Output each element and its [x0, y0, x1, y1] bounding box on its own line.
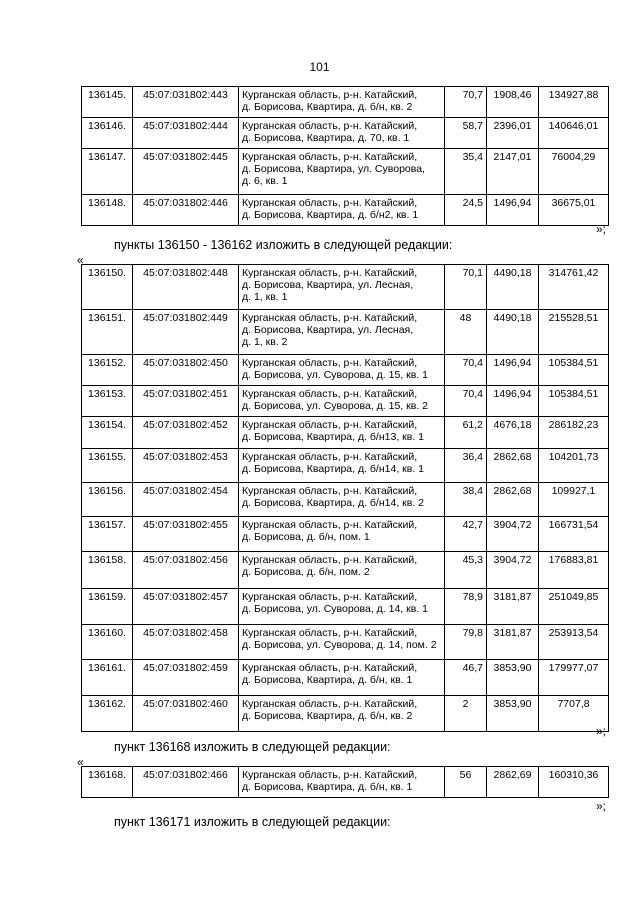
- address-line: Курганская область, р-н. Катайский,: [242, 662, 418, 674]
- unit-value-cell: 3181,87: [487, 589, 539, 625]
- table-row: [82, 118, 609, 149]
- item-number-cell: 136162.: [82, 696, 133, 732]
- address-cell: [239, 449, 445, 483]
- total-value-cell: 314761,42: [539, 265, 609, 310]
- address-line: д. 1, кв. 2: [242, 336, 288, 348]
- area-cell: 24,5: [445, 195, 487, 226]
- item-number-cell: 136146.: [82, 118, 133, 149]
- table-row: [82, 552, 609, 589]
- cadastral-number-cell: 45:07:031802:446: [133, 195, 239, 226]
- cadastral-number-cell: 45:07:031802:444: [133, 118, 239, 149]
- address-line: д. Борисова, ул. Суворова, д. 15, кв. 2: [242, 400, 428, 412]
- address-line: д. Борисова, д. б/н, пом. 2: [242, 566, 370, 578]
- table-row: [82, 149, 609, 195]
- address-cell: [239, 517, 445, 552]
- address-line: д. 6, кв. 1: [242, 175, 288, 187]
- address-cell: [239, 660, 445, 696]
- area-cell: 70,4: [445, 386, 487, 417]
- table-row: [82, 310, 609, 355]
- address-cell: [239, 265, 445, 310]
- item-number-cell: 136161.: [82, 660, 133, 696]
- item-number-cell: 136150.: [82, 265, 133, 310]
- address-cell: [239, 310, 445, 355]
- item-number-cell: 136158.: [82, 552, 133, 589]
- total-value-cell: 104201,73: [539, 449, 609, 483]
- address-cell: [239, 552, 445, 589]
- cadastral-number-cell: 45:07:031802:443: [133, 87, 239, 118]
- registry-table-2: [81, 264, 609, 732]
- unit-value-cell: 2862,68: [487, 483, 539, 517]
- item-number-cell: 136153.: [82, 386, 133, 417]
- cadastral-number-cell: 45:07:031802:453: [133, 449, 239, 483]
- unit-value-cell: 2862,68: [487, 449, 539, 483]
- address-line: Курганская область, р-н. Катайский,: [242, 312, 418, 324]
- cadastral-number-cell: 45:07:031802:458: [133, 625, 239, 660]
- cadastral-number-cell: 45:07:031802:455: [133, 517, 239, 552]
- address-line: Курганская область, р-н. Катайский,: [242, 197, 418, 209]
- item-number-cell: 136145.: [82, 87, 133, 118]
- item-number-cell: 136160.: [82, 625, 133, 660]
- total-value-cell: 176883,81: [539, 552, 609, 589]
- item-number-cell: 136152.: [82, 355, 133, 386]
- address-line: д. Борисова, Квартира, ул. Лесная,: [242, 324, 414, 336]
- address-cell: [239, 355, 445, 386]
- address-line: Курганская область, р-н. Катайский,: [242, 151, 418, 163]
- registry-table-3: [81, 766, 609, 798]
- address-cell: [239, 625, 445, 660]
- registry-table-1: [81, 86, 609, 226]
- area-cell: 70,4: [445, 355, 487, 386]
- address-line: д. Борисова, д. б/н, пом. 1: [242, 531, 370, 543]
- instruction-item-136171: пункт 136171 изложить в следующей редакции:: [114, 815, 391, 829]
- item-number-cell: 136157.: [82, 517, 133, 552]
- closing-quote-1: »;: [596, 222, 607, 236]
- total-value-cell: 160310,36: [539, 767, 609, 798]
- unit-value-cell: 2862,69: [487, 767, 539, 798]
- item-number-cell: 136156.: [82, 483, 133, 517]
- cadastral-number-cell: 45:07:031802:445: [133, 149, 239, 195]
- area-cell: 70,7: [445, 87, 487, 118]
- address-line: д. Борисова, ул. Суворова, д. 14, пом. 2: [242, 639, 437, 651]
- unit-value-cell: 3853,90: [487, 660, 539, 696]
- item-number-cell: 136147.: [82, 149, 133, 195]
- cadastral-number-cell: 45:07:031802:454: [133, 483, 239, 517]
- address-line: Курганская область, р-н. Катайский,: [242, 388, 418, 400]
- area-cell: 79,8: [445, 625, 487, 660]
- table-row: [82, 589, 609, 625]
- table-row: [82, 265, 609, 310]
- cadastral-number-cell: 45:07:031802:460: [133, 696, 239, 732]
- address-line: Курганская область, р-н. Катайский,: [242, 698, 418, 710]
- address-line: Курганская область, р-н. Катайский,: [242, 485, 418, 497]
- total-value-cell: 134927,88: [539, 87, 609, 118]
- address-line: Курганская область, р-н. Катайский,: [242, 451, 418, 463]
- total-value-cell: 215528,51: [539, 310, 609, 355]
- address-line: д. Борисова, Квартира, д. б/н, кв. 1: [242, 674, 413, 686]
- table-row: [82, 625, 609, 660]
- area-cell: 2: [445, 696, 487, 732]
- cadastral-number-cell: 45:07:031802:451: [133, 386, 239, 417]
- address-line: д. Борисова, Квартира, д. б/н, кв. 1: [242, 781, 413, 793]
- address-line: д. Борисова, Квартира, д. б/н14, кв. 1: [242, 463, 425, 475]
- address-line: д. Борисова, Квартира, д. б/н, кв. 2: [242, 101, 413, 113]
- area-cell: 36,4: [445, 449, 487, 483]
- unit-value-cell: 3853,90: [487, 696, 539, 732]
- closing-quote-3: »;: [596, 799, 607, 813]
- area-cell: 42,7: [445, 517, 487, 552]
- table-row: [82, 767, 609, 798]
- unit-value-cell: 1496,94: [487, 386, 539, 417]
- cadastral-number-cell: 45:07:031802:449: [133, 310, 239, 355]
- opening-quote-2: «: [77, 253, 84, 267]
- total-value-cell: 105384,51: [539, 386, 609, 417]
- unit-value-cell: 1496,94: [487, 355, 539, 386]
- total-value-cell: 109927,1: [539, 483, 609, 517]
- total-value-cell: 253913,54: [539, 625, 609, 660]
- address-line: Курганская область, р-н. Катайский,: [242, 627, 418, 639]
- item-number-cell: 136151.: [82, 310, 133, 355]
- address-line: Курганская область, р-н. Катайский,: [242, 267, 418, 279]
- total-value-cell: 286182,23: [539, 417, 609, 449]
- table-row: [82, 386, 609, 417]
- area-cell: 78,9: [445, 589, 487, 625]
- address-line: д. Борисова, Квартира, д. б/н2, кв. 1: [242, 209, 419, 221]
- address-cell: [239, 696, 445, 732]
- area-cell: 58,7: [445, 118, 487, 149]
- total-value-cell: 179977,07: [539, 660, 609, 696]
- cadastral-number-cell: 45:07:031802:450: [133, 355, 239, 386]
- address-cell: [239, 118, 445, 149]
- address-cell: [239, 87, 445, 118]
- address-line: Курганская область, р-н. Катайский,: [242, 357, 418, 369]
- cadastral-number-cell: 45:07:031802:466: [133, 767, 239, 798]
- unit-value-cell: 4676,18: [487, 417, 539, 449]
- address-cell: [239, 589, 445, 625]
- unit-value-cell: 4490,18: [487, 265, 539, 310]
- address-line: Курганская область, р-н. Катайский,: [242, 519, 418, 531]
- item-number-cell: 136155.: [82, 449, 133, 483]
- unit-value-cell: 2396,01: [487, 118, 539, 149]
- address-cell: [239, 386, 445, 417]
- address-line: д. Борисова, Квартира, д. б/н, кв. 2: [242, 710, 413, 722]
- address-line: Курганская область, р-н. Катайский,: [242, 120, 418, 132]
- address-line: д. Борисова, ул. Суворова, д. 15, кв. 1: [242, 369, 428, 381]
- address-line: Курганская область, р-н. Катайский,: [242, 591, 418, 603]
- address-line: д. Борисова, ул. Суворова, д. 14, кв. 1: [242, 603, 428, 615]
- item-number-cell: 136168.: [82, 767, 133, 798]
- address-line: д. Борисова, Квартира, д. 70, кв. 1: [242, 132, 410, 144]
- area-cell: 70,1: [445, 265, 487, 310]
- total-value-cell: 7707,8: [539, 696, 609, 732]
- opening-quote-3: «: [77, 755, 84, 769]
- table-row: [82, 195, 609, 226]
- page-number: 101: [309, 60, 330, 74]
- total-value-cell: 76004,29: [539, 149, 609, 195]
- unit-value-cell: 1496,94: [487, 195, 539, 226]
- unit-value-cell: 4490,18: [487, 310, 539, 355]
- cadastral-number-cell: 45:07:031802:456: [133, 552, 239, 589]
- total-value-cell: 140646,01: [539, 118, 609, 149]
- unit-value-cell: 2147,01: [487, 149, 539, 195]
- total-value-cell: 36675,01: [539, 195, 609, 226]
- unit-value-cell: 3181,87: [487, 625, 539, 660]
- address-line: Курганская область, р-н. Катайский,: [242, 554, 418, 566]
- address-line: Курганская область, р-н. Катайский,: [242, 89, 418, 101]
- area-cell: 35,4: [445, 149, 487, 195]
- address-line: д. Борисова, Квартира, ул. Лесная,: [242, 279, 414, 291]
- table-row: [82, 696, 609, 732]
- total-value-cell: 166731,54: [539, 517, 609, 552]
- total-value-cell: 251049,85: [539, 589, 609, 625]
- area-cell: 38,4: [445, 483, 487, 517]
- table-row: [82, 355, 609, 386]
- area-cell: 48: [445, 310, 487, 355]
- cadastral-number-cell: 45:07:031802:459: [133, 660, 239, 696]
- address-line: д. 1, кв. 1: [242, 291, 288, 303]
- table-row: [82, 517, 609, 552]
- address-cell: [239, 483, 445, 517]
- address-cell: [239, 417, 445, 449]
- address-line: д. Борисова, Квартира, д. б/н13, кв. 1: [242, 431, 425, 443]
- area-cell: 45,3: [445, 552, 487, 589]
- address-line: д. Борисова, Квартира, д. б/н14, кв. 2: [242, 497, 425, 509]
- area-cell: 61,2: [445, 417, 487, 449]
- address-cell: [239, 149, 445, 195]
- total-value-cell: 105384,51: [539, 355, 609, 386]
- item-number-cell: 136159.: [82, 589, 133, 625]
- address-line: Курганская область, р-н. Катайский,: [242, 769, 418, 781]
- area-cell: 46,7: [445, 660, 487, 696]
- address-line: Курганская область, р-н. Катайский,: [242, 419, 418, 431]
- table-row: [82, 417, 609, 449]
- area-cell: 56: [445, 767, 487, 798]
- address-cell: [239, 767, 445, 798]
- instruction-item-136168: пункт 136168 изложить в следующей редакции:: [114, 740, 391, 754]
- table-row: [82, 660, 609, 696]
- unit-value-cell: 3904,72: [487, 517, 539, 552]
- cadastral-number-cell: 45:07:031802:457: [133, 589, 239, 625]
- address-line: д. Борисова, Квартира, ул. Суворова,: [242, 163, 425, 175]
- instruction-items-136150-136162: пункты 136150 - 136162 изложить в следующей редакции:: [114, 238, 453, 252]
- item-number-cell: 136154.: [82, 417, 133, 449]
- address-cell: [239, 195, 445, 226]
- closing-quote-2: »;: [596, 724, 607, 738]
- item-number-cell: 136148.: [82, 195, 133, 226]
- cadastral-number-cell: 45:07:031802:452: [133, 417, 239, 449]
- unit-value-cell: 1908,46: [487, 87, 539, 118]
- table-row: [82, 449, 609, 483]
- unit-value-cell: 3904,72: [487, 552, 539, 589]
- table-row: [82, 87, 609, 118]
- cadastral-number-cell: 45:07:031802:448: [133, 265, 239, 310]
- table-row: [82, 483, 609, 517]
